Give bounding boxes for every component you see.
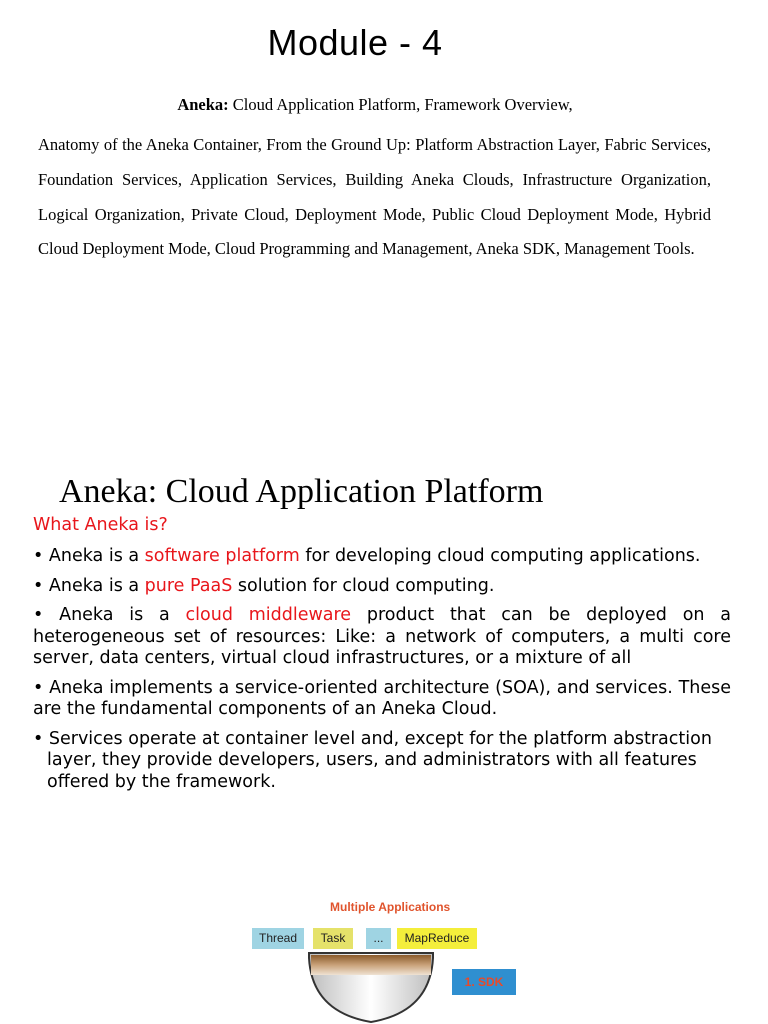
aneka-architecture-diagram bbox=[240, 890, 540, 1024]
module-title: Module - 4 bbox=[267, 22, 443, 63]
bullet-text: • Aneka is a bbox=[33, 605, 186, 625]
subtitle-bold-label: Aneka: bbox=[177, 95, 229, 114]
sdk-layer-label: 1. SDK bbox=[452, 969, 516, 995]
bullet-item bbox=[33, 605, 731, 670]
diagram-title: Multiple Applications bbox=[330, 900, 451, 914]
bullet-item: • Services operate at container level and, except for the platform abstraction layer, they provide developers, users, and administrators with all features offered by the framework. bbox=[33, 728, 712, 792]
bowl-graphic-icon bbox=[306, 950, 436, 1024]
bullet-item bbox=[33, 576, 731, 598]
bullet-highlight: software platform bbox=[144, 546, 300, 566]
bullet-text: for developing cloud computing applications. bbox=[299, 546, 701, 566]
thread-tag: Thread bbox=[252, 928, 304, 949]
bullet-highlight: pure PaaS bbox=[144, 575, 233, 596]
task-tag: Task bbox=[313, 928, 353, 949]
subtitle-text: Cloud Application Platform, Framework Overview, bbox=[228, 95, 573, 114]
ellipsis-tag: ... bbox=[366, 928, 391, 949]
bullet-item bbox=[33, 546, 731, 568]
slide-module-overview bbox=[0, 0, 768, 430]
bullet-text: • Aneka is a bbox=[33, 546, 145, 566]
slide-title: Aneka: Cloud Application Platform bbox=[59, 473, 544, 510]
bullet-highlight: cloud middleware bbox=[185, 605, 352, 625]
section-heading: What Aneka is? bbox=[33, 515, 168, 535]
bullet-item: • Aneka implements a service-oriented architecture (SOA), and services. These are the fundamental components of an Aneka Cloud. bbox=[33, 677, 731, 719]
module-subtitle bbox=[0, 95, 750, 115]
topics-paragraph: Anatomy of the Aneka Container, From the Ground Up: Platform Abstraction Layer, Fabric Services, Foundation Services, Application Services, Building Aneka Clouds, Infrastructure Organization, Logical Organization, Private Cloud, Deployment Mode, Public Cloud Deployment Mode, Hybrid Cloud Deployment Mode, Cloud Programming and Management, Aneka SDK, Management Tools. bbox=[38, 135, 711, 259]
bullet-text: product that can be deployed on a heterogeneous set of resources: Like: a network of computers, a multi core server, data centers, virtual cloud infrastructures, or a mixture of all bbox=[33, 605, 731, 668]
bullet-list bbox=[33, 546, 731, 801]
mapreduce-tag: MapReduce bbox=[397, 928, 477, 949]
bullet-text: • Aneka is a bbox=[33, 575, 145, 596]
bullet-text: solution for cloud computing. bbox=[232, 575, 495, 596]
